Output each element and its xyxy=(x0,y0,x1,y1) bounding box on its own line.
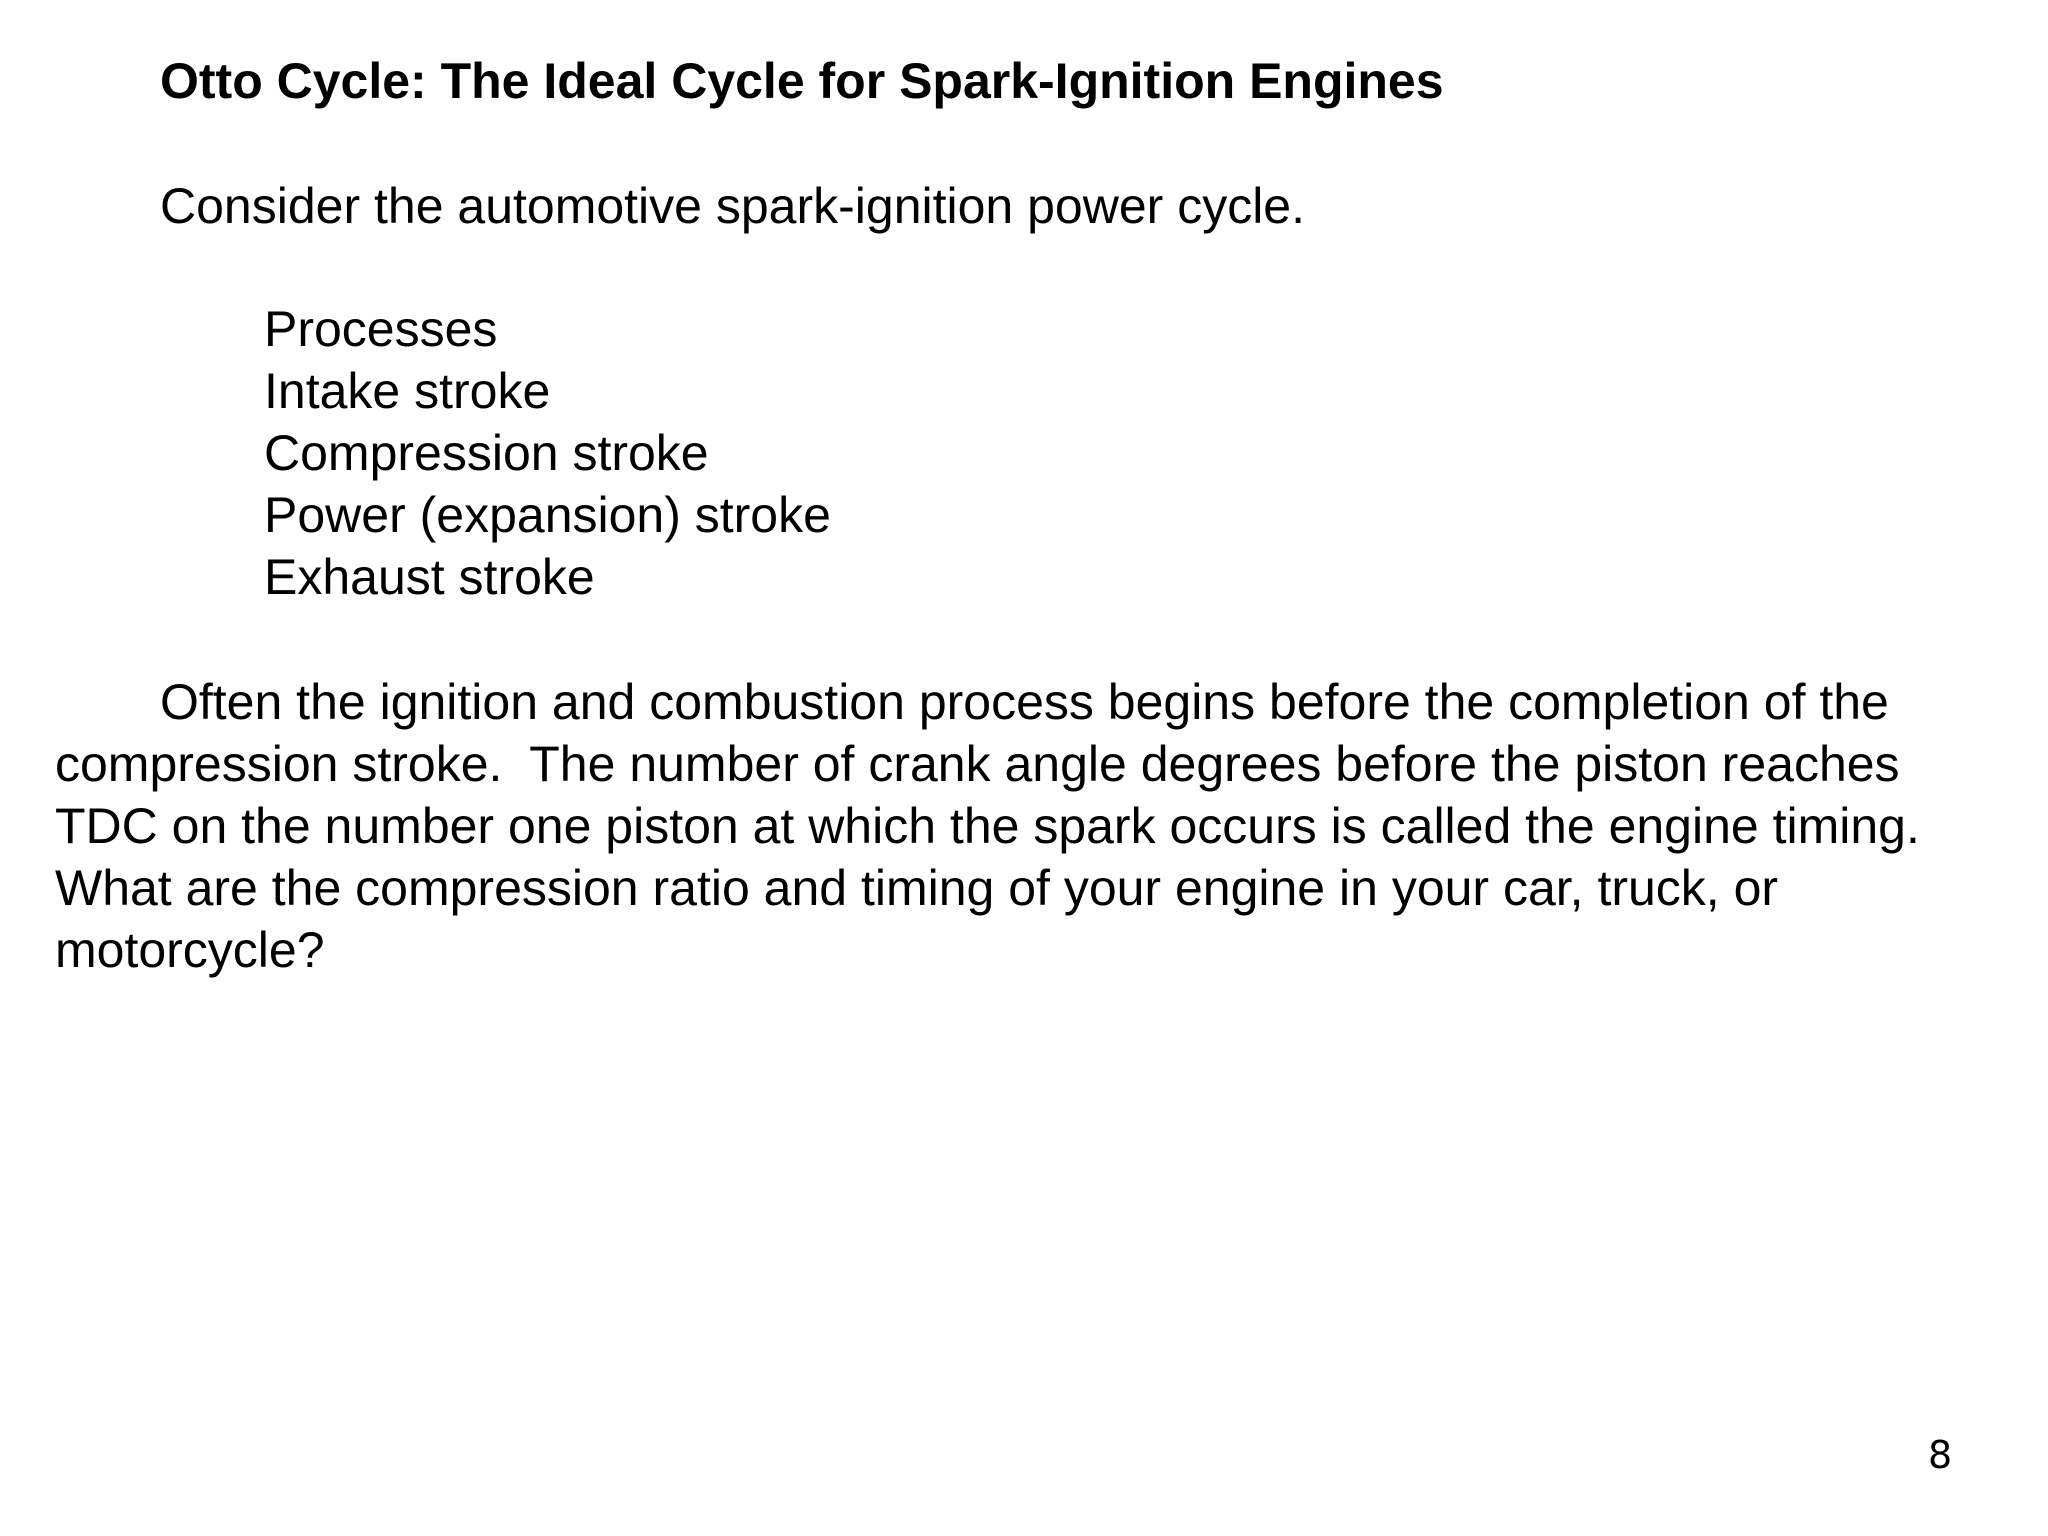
process-item-exhaust: Exhaust stroke xyxy=(264,549,595,605)
process-item-intake: Intake stroke xyxy=(264,363,551,419)
process-item-power: Power (expansion) stroke xyxy=(264,487,831,543)
process-list-heading: Processes xyxy=(264,301,498,357)
page-number: 8 xyxy=(1928,1433,1953,1477)
slide-title: Otto Cycle: The Ideal Cycle for Spark-Ignition Engines xyxy=(160,53,1444,109)
process-list xyxy=(264,298,831,608)
paragraph-line: What are the compression ratio and timing of your engine in your car, truck, or xyxy=(55,860,1779,916)
paragraph-line: TDC on the number one piston at which the spark occurs is called the engine timing. xyxy=(55,798,1920,854)
body-paragraph xyxy=(55,671,2015,981)
process-item-compression: Compression stroke xyxy=(264,425,709,481)
paragraph-line: compression stroke. The number of crank angle degrees before the piston reaches xyxy=(55,736,1900,792)
intro-text: Consider the automotive spark-ignition power cycle. xyxy=(160,178,1305,234)
paragraph-line: Often the ignition and combustion process begins before the completion of the xyxy=(160,674,1889,730)
paragraph-line: motorcycle? xyxy=(55,922,325,978)
